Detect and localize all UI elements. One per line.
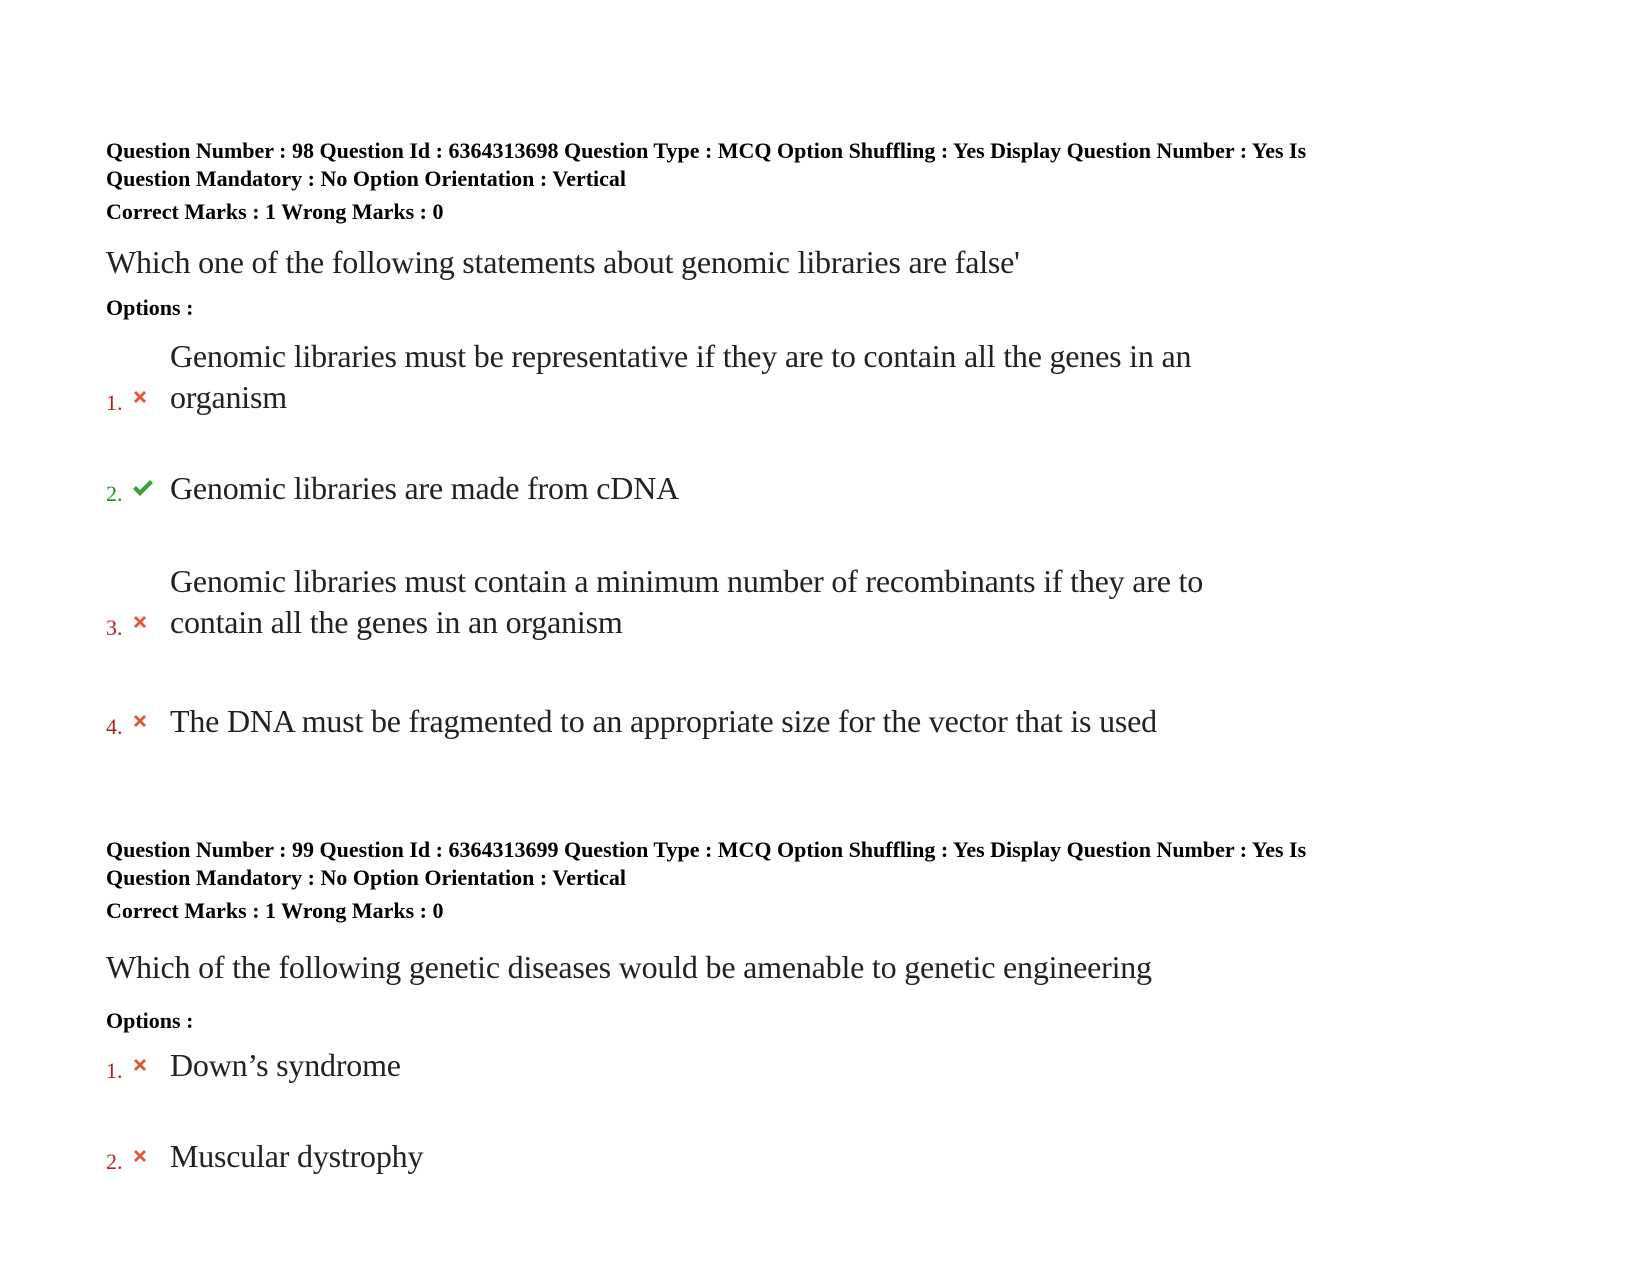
- option-number: 1.: [106, 390, 123, 415]
- option-item: [106, 336, 1546, 418]
- option-number: 3.: [106, 615, 123, 640]
- cross-icon: [131, 388, 149, 406]
- option-item: [106, 561, 1546, 643]
- check-icon: [131, 479, 155, 497]
- option-text: Down’s syndrome: [170, 1047, 401, 1083]
- option-marker: [106, 1149, 170, 1177]
- option-number: 1.: [106, 1058, 123, 1083]
- option-text: The DNA must be fragmented to an appropriate size for the vector that is used: [170, 703, 1157, 739]
- option-text: Genomic libraries must contain a minimum number of recombinants if they are to contain all the genes in an organism: [170, 563, 1204, 640]
- option-item: [106, 1136, 1546, 1177]
- question-meta-line: Question Mandatory : No Option Orientation : Vertical: [106, 166, 627, 191]
- option-number: 2.: [106, 481, 123, 506]
- question-meta-line: Question Number : 98 Question Id : 6364313698 Question Type : MCQ Option Shuffling : Yes Display Question Number : Yes Is: [106, 138, 1307, 163]
- option-marker: [106, 714, 170, 742]
- question-block: [106, 137, 1546, 742]
- question-text: Which one of the following statements about genomic libraries are false': [106, 244, 1020, 280]
- option-marker: [106, 615, 170, 643]
- question-meta: [106, 137, 1546, 193]
- option-marker: [106, 481, 170, 509]
- question-meta: [106, 836, 1546, 892]
- cross-icon: [131, 1147, 149, 1165]
- option-number: 4.: [106, 714, 123, 739]
- question-block: [106, 836, 1546, 1177]
- cross-icon: [131, 613, 149, 631]
- option-item: [106, 468, 1546, 509]
- option-text: Muscular dystrophy: [170, 1138, 424, 1174]
- options-label: Options :: [106, 1008, 194, 1033]
- option-marker: [106, 1058, 170, 1086]
- option-item: [106, 701, 1546, 742]
- question-marks: Correct Marks : 1 Wrong Marks : 0: [106, 199, 444, 224]
- option-text: Genomic libraries are made from cDNA: [170, 470, 680, 506]
- question-marks: Correct Marks : 1 Wrong Marks : 0: [106, 898, 444, 923]
- question-meta-line: Question Number : 99 Question Id : 6364313699 Question Type : MCQ Option Shuffling : Yes Display Question Number : Yes Is: [106, 837, 1307, 862]
- cross-icon: [131, 1056, 149, 1074]
- cross-icon: [131, 712, 149, 730]
- question-meta-line: Question Mandatory : No Option Orientation : Vertical: [106, 865, 627, 890]
- option-marker: [106, 390, 170, 418]
- option-number: 2.: [106, 1149, 123, 1174]
- option-text: Genomic libraries must be representative if they are to contain all the genes in an organism: [170, 338, 1192, 415]
- option-item: [106, 1045, 1546, 1086]
- options-label: Options :: [106, 295, 194, 320]
- question-text: Which of the following genetic diseases would be amenable to genetic engineering: [106, 949, 1152, 985]
